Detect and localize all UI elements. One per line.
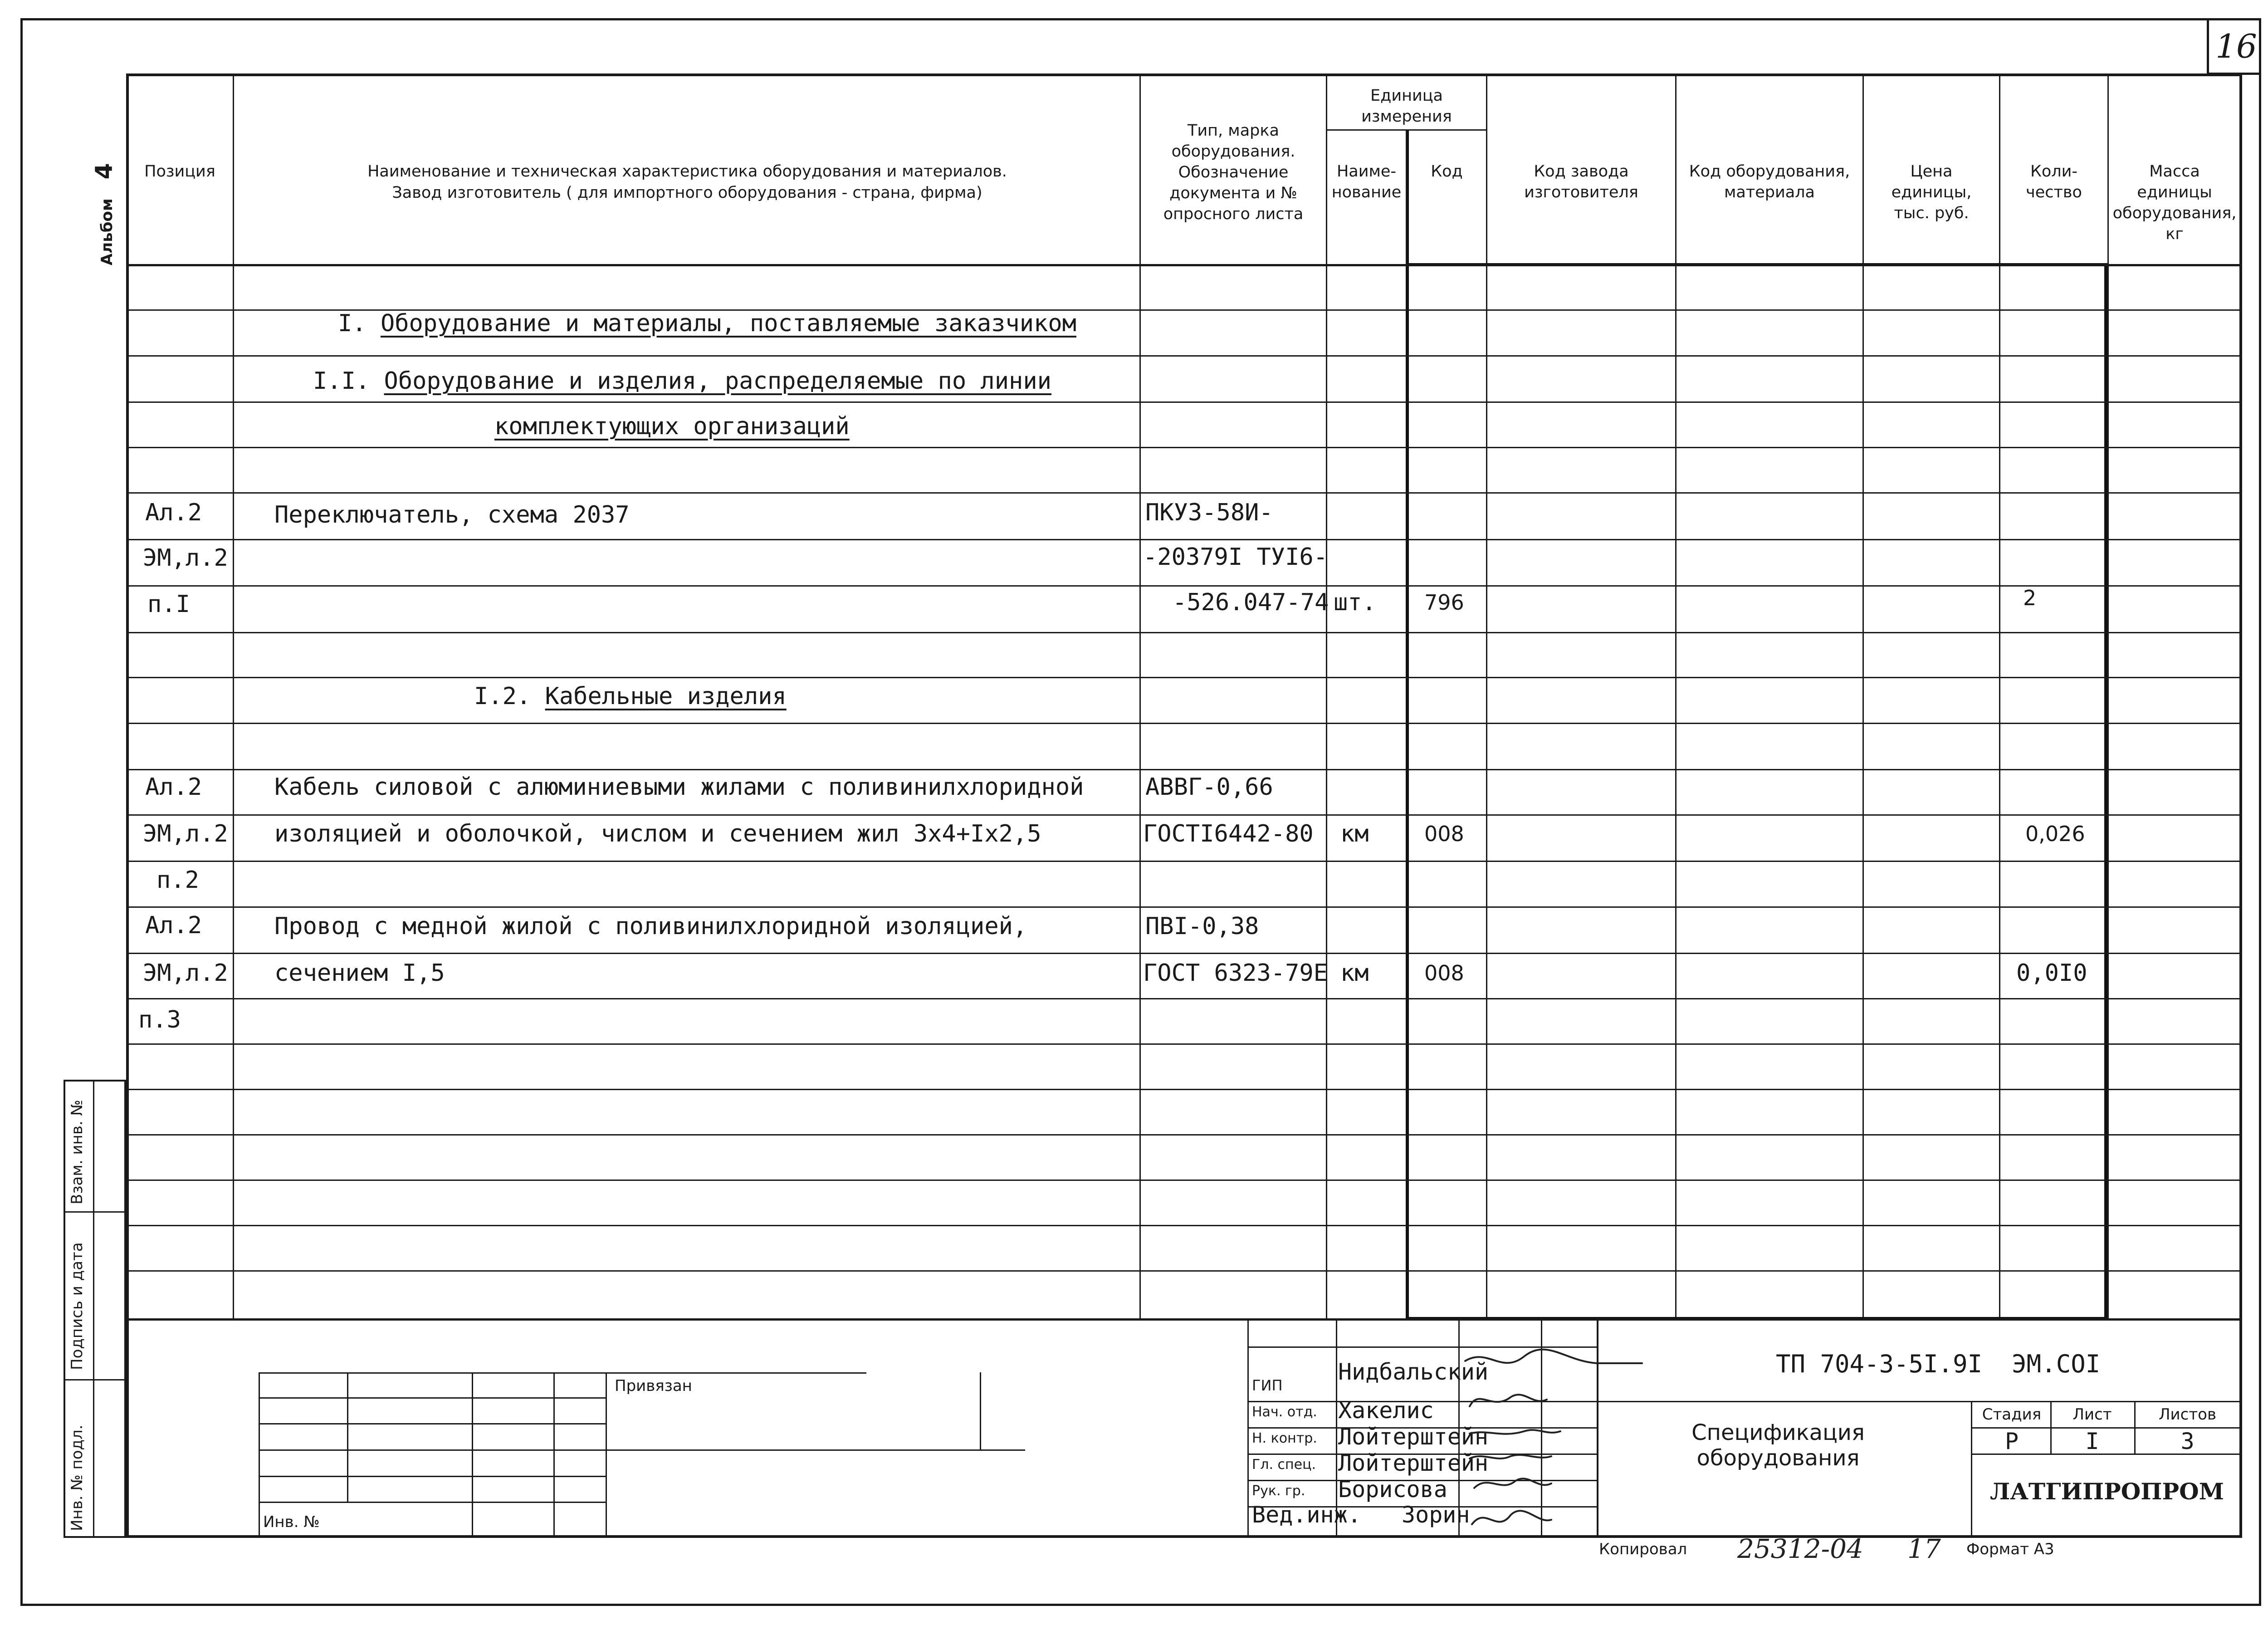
row-line	[126, 723, 2242, 724]
col-line	[1139, 73, 1141, 1320]
row-pos: ЭМ,л.2	[143, 820, 228, 847]
name-gl-spec: Лойтерштейн	[1338, 1450, 1489, 1476]
side-strip-line	[64, 1379, 126, 1380]
role-n-kontr: Н. контр.	[1252, 1430, 1317, 1446]
row-line	[126, 953, 2242, 954]
row-line	[126, 814, 2242, 816]
privyazan-vline	[606, 1372, 607, 1538]
row-line	[126, 585, 2242, 587]
privyazan-vline	[980, 1372, 981, 1449]
section-12-text: Кабельные изделия	[545, 683, 787, 710]
header-unit-name: Наиме- нование	[1331, 162, 1402, 201]
name-nach-otd: Хакелис	[1338, 1397, 1434, 1424]
privyazan-vline	[472, 1372, 473, 1538]
row-type: ПВI-0,38	[1145, 913, 1259, 940]
row-line	[126, 677, 2242, 678]
side-vzam: Взам. инв. №	[68, 1100, 86, 1204]
row-unit: шт.	[1334, 589, 1376, 616]
stamp-vline	[1971, 1401, 1972, 1538]
privyazan-line	[259, 1449, 1025, 1451]
row-pos: п.I	[147, 591, 190, 618]
row-pos: Ал.2	[145, 912, 202, 939]
header-price: Цена единицы, тыс. руб.	[1891, 162, 1972, 222]
role-nach-otd: Нач. отд.	[1252, 1404, 1317, 1420]
col-line	[1326, 73, 1327, 1320]
header-bottom	[126, 264, 2242, 266]
row-pos: Ал.2	[145, 773, 202, 801]
row-pos: п.2	[156, 866, 199, 894]
section-1-num: I.	[338, 310, 367, 337]
copy-number: 25312-04	[1737, 1533, 1863, 1564]
stamp-title: Спецификация оборудования	[1691, 1420, 1865, 1471]
section-12-num: I.2.	[474, 683, 531, 710]
album-label	[91, 163, 118, 265]
side-strip-line	[64, 1211, 126, 1213]
row-pos: Ал.2	[145, 499, 202, 526]
row-line	[126, 1270, 2242, 1272]
header-equip-code: Код оборудования, материала	[1689, 162, 1850, 201]
format-label: Формат А3	[1966, 1540, 2054, 1558]
col-line	[1675, 73, 1677, 1320]
row-type: ГОСТI6442-80	[1143, 820, 1314, 847]
row-line	[126, 1134, 2242, 1136]
privyazan-line	[259, 1372, 866, 1374]
code-col-left-thick	[1406, 129, 1409, 1320]
role-gip: ГИП	[1252, 1377, 1283, 1394]
row-pos: ЭМ,л.2	[143, 959, 228, 987]
sheets-value: 3	[2180, 1428, 2195, 1454]
row-name: изоляцией и оболочкой, числом и сечением жил 3х4+Iх2,5	[274, 820, 1041, 847]
header-type: Тип, марка оборудования. Обозначение документа и № опросного листа	[1163, 122, 1304, 223]
section-11-num: I.I.	[313, 367, 370, 395]
role-gl-spec: Гл. спец.	[1252, 1457, 1316, 1473]
row-qty: 0,0I0	[2016, 959, 2087, 987]
privyazan-box	[259, 1372, 1247, 1538]
row-line	[126, 1089, 2242, 1090]
section-11-text-b: комплектующих организаций	[494, 413, 850, 440]
header-qty: Коли- чество	[2026, 162, 2082, 201]
row-line	[126, 861, 2242, 862]
row-line	[126, 1043, 2242, 1045]
row-line	[126, 632, 2242, 633]
row-line	[126, 998, 2242, 999]
name-gip: Нидбальский	[1338, 1359, 1489, 1385]
privyazan-vline	[259, 1372, 260, 1538]
col-line	[1862, 73, 1864, 1320]
sheet-value: I	[2085, 1428, 2099, 1454]
copy-page: 17	[1907, 1533, 1941, 1564]
album-label-text: Альбом	[98, 198, 116, 265]
row-line	[126, 906, 2242, 908]
row-unit: км	[1340, 820, 1369, 847]
row-line	[126, 447, 2242, 448]
privyazan-vline	[347, 1372, 348, 1502]
role-ved-inzh: Вед.инж.	[1252, 1502, 1361, 1528]
row-name: Провод с медной жилой с поливинилхлоридной изоляцией,	[274, 913, 1027, 940]
section-12-heading	[474, 683, 787, 710]
header-position: Позиция	[144, 162, 215, 181]
section-11-heading	[313, 367, 1051, 395]
sheet-label: Лист	[2072, 1405, 2112, 1424]
stamp-line	[1597, 1401, 2241, 1402]
header-plant-code: Код завода изготовителя	[1524, 162, 1638, 201]
section-11-text-a: Оборудование и изделия, распределяемые по линии	[384, 367, 1051, 395]
header-mass: Масса единицы оборудования, кг	[2112, 162, 2237, 243]
album-number: 4	[91, 163, 118, 180]
qty-col-right-thick	[2104, 264, 2107, 1320]
header-unit-code: Код	[1431, 162, 1463, 181]
row-name: сечением I,5	[274, 959, 445, 987]
row-line	[126, 769, 2242, 770]
stage-label: Стадия	[1982, 1405, 2042, 1424]
inv-no-label: Инв. №	[263, 1513, 320, 1531]
row-type: -526.047-74	[1173, 589, 1329, 616]
row-type: АВВГ-0,66	[1145, 773, 1273, 801]
side-podpis: Подпись и дата	[68, 1242, 86, 1370]
row-qty: 2	[2023, 586, 2037, 610]
name-ruk-gr: Борисова	[1338, 1476, 1447, 1503]
row-pos: ЭМ,л.2	[143, 544, 228, 572]
side-inv: Инв. № подл.	[68, 1424, 86, 1531]
sheets-label: Листов	[2158, 1405, 2216, 1424]
row-line	[126, 492, 2242, 494]
col-line	[1999, 73, 2000, 1320]
row-name: Переключатель, схема 2037	[274, 501, 630, 529]
col-line	[233, 73, 234, 1320]
org-name: ЛАТГИПРОПРОМ	[1990, 1478, 2224, 1505]
row-line	[126, 1180, 2242, 1181]
row-line	[126, 355, 2242, 357]
row-qty: 0,026	[2025, 822, 2085, 846]
row-line	[126, 401, 2242, 403]
row-unit: км	[1340, 959, 1369, 987]
unit-header-divider	[1406, 129, 1407, 265]
row-code: 008	[1424, 961, 1464, 985]
side-strip-divider	[93, 1080, 94, 1538]
stage-value: Р	[2004, 1428, 2019, 1454]
row-type: ГОСТ 6323-79Е	[1143, 959, 1328, 987]
row-type: -20379I ТУI6-	[1143, 543, 1328, 571]
copied-label: Копировал	[1599, 1540, 1687, 1558]
section-1-heading	[338, 310, 1076, 337]
doc-code: ТП 704-3-5I.9I ЭМ.СОI	[1776, 1350, 2101, 1378]
row-name: Кабель силовой с алюминиевыми жилами с поливинилхлоридной	[274, 773, 1084, 801]
role-ruk-gr: Рук. гр.	[1252, 1483, 1305, 1499]
row-code: 008	[1424, 822, 1464, 846]
row-type: ПКУЗ-58И-	[1145, 499, 1273, 526]
row-line	[126, 1225, 2242, 1226]
col-line	[1486, 73, 1487, 1320]
header-name-line1: Наименование и техническая характеристика оборудования и материалов.	[367, 162, 1007, 181]
row-code: 796	[1424, 590, 1464, 615]
privyazan-label: Привязан	[615, 1377, 692, 1395]
header-name-line2: Завод изготовитель ( для импортного оборудования - страна, фирма)	[392, 184, 982, 202]
col-line	[2107, 73, 2109, 1320]
section-1-text: Оборудование и материалы, поставляемые заказчиком	[380, 310, 1076, 337]
name-ved-inzh: Зорин	[1402, 1502, 1470, 1528]
name-n-kontr: Лойтерштейн	[1338, 1424, 1489, 1450]
header-unit: Единица измерения	[1361, 87, 1452, 126]
row-line	[126, 539, 2242, 540]
privyazan-vline	[553, 1372, 555, 1538]
row-pos: п.3	[138, 1006, 181, 1033]
sheet-number: 16	[2215, 27, 2257, 65]
